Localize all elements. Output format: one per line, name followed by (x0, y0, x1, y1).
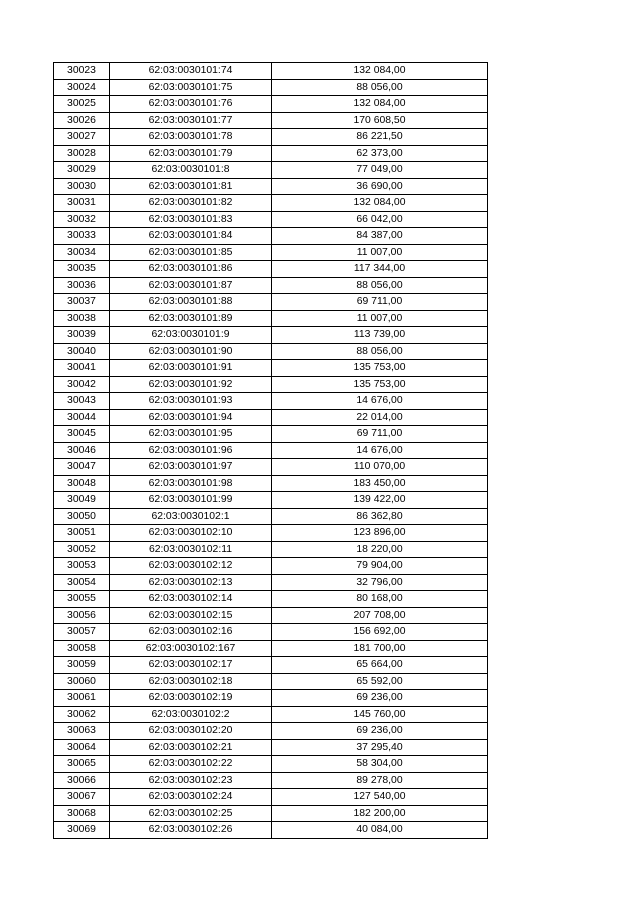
row-number-cell: 30025 (54, 96, 110, 113)
table-row (54, 475, 488, 492)
cadastral-number-cell: 62:03:0030102:23 (110, 772, 272, 789)
table-row (54, 409, 488, 426)
cadastral-number-cell: 62:03:0030101:9 (110, 327, 272, 344)
cadastral-value-cell: 22 014,00 (272, 409, 488, 426)
row-number-cell: 30036 (54, 277, 110, 294)
row-number-cell: 30062 (54, 706, 110, 723)
table-row (54, 79, 488, 96)
cadastral-number-cell: 62:03:0030102:1 (110, 508, 272, 525)
cadastral-number-cell: 62:03:0030101:92 (110, 376, 272, 393)
cadastral-value-cell: 145 760,00 (272, 706, 488, 723)
row-number-cell: 30041 (54, 360, 110, 377)
row-number-cell: 30031 (54, 195, 110, 212)
table-row (54, 145, 488, 162)
cadastral-number-cell: 62:03:0030101:82 (110, 195, 272, 212)
cadastral-value-cell: 69 711,00 (272, 294, 488, 311)
table-row (54, 96, 488, 113)
cadastral-value-cell: 80 168,00 (272, 591, 488, 608)
cadastral-value-cell: 110 070,00 (272, 459, 488, 476)
row-number-cell: 30051 (54, 525, 110, 542)
table-row (54, 607, 488, 624)
cadastral-number-cell: 62:03:0030101:99 (110, 492, 272, 509)
cadastral-number-cell: 62:03:0030101:81 (110, 178, 272, 195)
cadastral-number-cell: 62:03:0030101:74 (110, 63, 272, 80)
cadastral-value-cell: 37 295,40 (272, 739, 488, 756)
table-row (54, 690, 488, 707)
cadastral-number-cell: 62:03:0030102:10 (110, 525, 272, 542)
cadastral-number-cell: 62:03:0030102:12 (110, 558, 272, 575)
row-number-cell: 30054 (54, 574, 110, 591)
cadastral-number-cell: 62:03:0030101:90 (110, 343, 272, 360)
cadastral-number-cell: 62:03:0030101:78 (110, 129, 272, 146)
row-number-cell: 30053 (54, 558, 110, 575)
table-row (54, 723, 488, 740)
table-row (54, 376, 488, 393)
table-row (54, 211, 488, 228)
cadastral-number-cell: 62:03:0030101:88 (110, 294, 272, 311)
cadastral-number-cell: 62:03:0030101:85 (110, 244, 272, 261)
row-number-cell: 30060 (54, 673, 110, 690)
cadastral-number-cell: 62:03:0030101:86 (110, 261, 272, 278)
cadastral-value-cell: 65 664,00 (272, 657, 488, 674)
row-number-cell: 30052 (54, 541, 110, 558)
cadastral-value-cell: 182 200,00 (272, 805, 488, 822)
cadastral-number-cell: 62:03:0030102:15 (110, 607, 272, 624)
cadastral-value-cell: 11 007,00 (272, 244, 488, 261)
table-row (54, 574, 488, 591)
row-number-cell: 30063 (54, 723, 110, 740)
cadastral-number-cell: 62:03:0030101:95 (110, 426, 272, 443)
cadastral-number-cell: 62:03:0030102:26 (110, 822, 272, 839)
cadastral-number-cell: 62:03:0030101:76 (110, 96, 272, 113)
row-number-cell: 30029 (54, 162, 110, 179)
cadastral-value-cell: 69 236,00 (272, 690, 488, 707)
table-row (54, 228, 488, 245)
row-number-cell: 30044 (54, 409, 110, 426)
cadastral-value-cell: 86 221,50 (272, 129, 488, 146)
cadastral-value-cell: 89 278,00 (272, 772, 488, 789)
row-number-cell: 30042 (54, 376, 110, 393)
cadastral-number-cell: 62:03:0030102:14 (110, 591, 272, 608)
cadastral-number-cell: 62:03:0030101:94 (110, 409, 272, 426)
cadastral-value-cell: 139 422,00 (272, 492, 488, 509)
table-row (54, 706, 488, 723)
row-number-cell: 30059 (54, 657, 110, 674)
cadastral-value-cell: 117 344,00 (272, 261, 488, 278)
row-number-cell: 30024 (54, 79, 110, 96)
cadastral-number-cell: 62:03:0030102:25 (110, 805, 272, 822)
cadastral-number-cell: 62:03:0030101:79 (110, 145, 272, 162)
cadastral-value-cell: 88 056,00 (272, 343, 488, 360)
cadastral-number-cell: 62:03:0030101:96 (110, 442, 272, 459)
table-row (54, 294, 488, 311)
table-row (54, 789, 488, 806)
table-row (54, 459, 488, 476)
table-row (54, 178, 488, 195)
row-number-cell: 30067 (54, 789, 110, 806)
cadastral-value-cell: 65 592,00 (272, 673, 488, 690)
cadastral-value-cell: 40 084,00 (272, 822, 488, 839)
cadastral-value-cell: 18 220,00 (272, 541, 488, 558)
row-number-cell: 30048 (54, 475, 110, 492)
cadastral-value-cell: 207 708,00 (272, 607, 488, 624)
row-number-cell: 30046 (54, 442, 110, 459)
table-row (54, 244, 488, 261)
row-number-cell: 30034 (54, 244, 110, 261)
cadastral-value-cell: 86 362,80 (272, 508, 488, 525)
table-row (54, 162, 488, 179)
table-row (54, 442, 488, 459)
table-row (54, 640, 488, 657)
row-number-cell: 30050 (54, 508, 110, 525)
cadastral-value-cell: 88 056,00 (272, 79, 488, 96)
cadastral-value-cell: 66 042,00 (272, 211, 488, 228)
cadastral-number-cell: 62:03:0030101:75 (110, 79, 272, 96)
row-number-cell: 30064 (54, 739, 110, 756)
cadastral-number-cell: 62:03:0030102:22 (110, 756, 272, 773)
cadastral-value-cell: 14 676,00 (272, 393, 488, 410)
cadastral-number-cell: 62:03:0030101:91 (110, 360, 272, 377)
cadastral-value-cell: 132 084,00 (272, 96, 488, 113)
table-row (54, 558, 488, 575)
cadastral-number-cell: 62:03:0030102:11 (110, 541, 272, 558)
cadastral-number-cell: 62:03:0030101:77 (110, 112, 272, 129)
cadastral-value-table (53, 62, 488, 839)
cadastral-value-cell: 181 700,00 (272, 640, 488, 657)
row-number-cell: 30061 (54, 690, 110, 707)
table-row (54, 756, 488, 773)
row-number-cell: 30049 (54, 492, 110, 509)
cadastral-value-cell: 58 304,00 (272, 756, 488, 773)
row-number-cell: 30043 (54, 393, 110, 410)
table-row (54, 343, 488, 360)
cadastral-value-cell: 69 236,00 (272, 723, 488, 740)
row-number-cell: 30068 (54, 805, 110, 822)
row-number-cell: 30045 (54, 426, 110, 443)
row-number-cell: 30039 (54, 327, 110, 344)
cadastral-value-cell: 88 056,00 (272, 277, 488, 294)
row-number-cell: 30065 (54, 756, 110, 773)
cadastral-value-cell: 156 692,00 (272, 624, 488, 641)
cadastral-value-cell: 127 540,00 (272, 789, 488, 806)
table-row (54, 492, 488, 509)
table-row (54, 739, 488, 756)
row-number-cell: 30035 (54, 261, 110, 278)
cadastral-value-cell: 170 608,50 (272, 112, 488, 129)
table-row (54, 277, 488, 294)
cadastral-value-cell: 132 084,00 (272, 195, 488, 212)
cadastral-value-cell: 183 450,00 (272, 475, 488, 492)
cadastral-value-cell: 62 373,00 (272, 145, 488, 162)
table-row (54, 327, 488, 344)
table-row (54, 624, 488, 641)
cadastral-number-cell: 62:03:0030101:93 (110, 393, 272, 410)
cadastral-number-cell: 62:03:0030101:84 (110, 228, 272, 245)
cadastral-number-cell: 62:03:0030101:83 (110, 211, 272, 228)
row-number-cell: 30058 (54, 640, 110, 657)
cadastral-number-cell: 62:03:0030101:89 (110, 310, 272, 327)
cadastral-value-cell: 132 084,00 (272, 63, 488, 80)
cadastral-number-cell: 62:03:0030101:8 (110, 162, 272, 179)
cadastral-value-cell: 123 896,00 (272, 525, 488, 542)
row-number-cell: 30033 (54, 228, 110, 245)
row-number-cell: 30040 (54, 343, 110, 360)
table-body (54, 63, 488, 839)
cadastral-value-cell: 32 796,00 (272, 574, 488, 591)
cadastral-value-cell: 14 676,00 (272, 442, 488, 459)
table-row (54, 657, 488, 674)
cadastral-value-cell: 69 711,00 (272, 426, 488, 443)
table-row (54, 393, 488, 410)
row-number-cell: 30032 (54, 211, 110, 228)
table-row (54, 63, 488, 80)
row-number-cell: 30055 (54, 591, 110, 608)
table-row (54, 772, 488, 789)
cadastral-number-cell: 62:03:0030101:87 (110, 277, 272, 294)
cadastral-number-cell: 62:03:0030102:24 (110, 789, 272, 806)
cadastral-value-cell: 135 753,00 (272, 376, 488, 393)
table-row (54, 129, 488, 146)
cadastral-value-cell: 113 739,00 (272, 327, 488, 344)
row-number-cell: 30027 (54, 129, 110, 146)
cadastral-value-cell: 79 904,00 (272, 558, 488, 575)
table-row (54, 426, 488, 443)
row-number-cell: 30069 (54, 822, 110, 839)
row-number-cell: 30023 (54, 63, 110, 80)
table-row (54, 541, 488, 558)
cadastral-value-cell: 135 753,00 (272, 360, 488, 377)
cadastral-number-cell: 62:03:0030101:98 (110, 475, 272, 492)
cadastral-number-cell: 62:03:0030102:17 (110, 657, 272, 674)
cadastral-value-cell: 11 007,00 (272, 310, 488, 327)
cadastral-number-cell: 62:03:0030102:16 (110, 624, 272, 641)
row-number-cell: 30038 (54, 310, 110, 327)
table-row (54, 591, 488, 608)
row-number-cell: 30047 (54, 459, 110, 476)
row-number-cell: 30028 (54, 145, 110, 162)
table-row (54, 261, 488, 278)
table-row (54, 112, 488, 129)
cadastral-value-cell: 77 049,00 (272, 162, 488, 179)
cadastral-number-cell: 62:03:0030102:20 (110, 723, 272, 740)
cadastral-number-cell: 62:03:0030102:19 (110, 690, 272, 707)
row-number-cell: 30066 (54, 772, 110, 789)
table-row (54, 508, 488, 525)
row-number-cell: 30057 (54, 624, 110, 641)
cadastral-number-cell: 62:03:0030102:2 (110, 706, 272, 723)
cadastral-number-cell: 62:03:0030102:21 (110, 739, 272, 756)
table-row (54, 673, 488, 690)
cadastral-value-cell: 36 690,00 (272, 178, 488, 195)
cadastral-value-cell: 84 387,00 (272, 228, 488, 245)
cadastral-number-cell: 62:03:0030102:13 (110, 574, 272, 591)
cadastral-number-cell: 62:03:0030101:97 (110, 459, 272, 476)
row-number-cell: 30056 (54, 607, 110, 624)
table-row (54, 805, 488, 822)
table-row (54, 822, 488, 839)
row-number-cell: 30026 (54, 112, 110, 129)
row-number-cell: 30030 (54, 178, 110, 195)
table-row (54, 310, 488, 327)
table-row (54, 525, 488, 542)
cadastral-number-cell: 62:03:0030102:18 (110, 673, 272, 690)
row-number-cell: 30037 (54, 294, 110, 311)
table-row (54, 360, 488, 377)
table-row (54, 195, 488, 212)
cadastral-number-cell: 62:03:0030102:167 (110, 640, 272, 657)
